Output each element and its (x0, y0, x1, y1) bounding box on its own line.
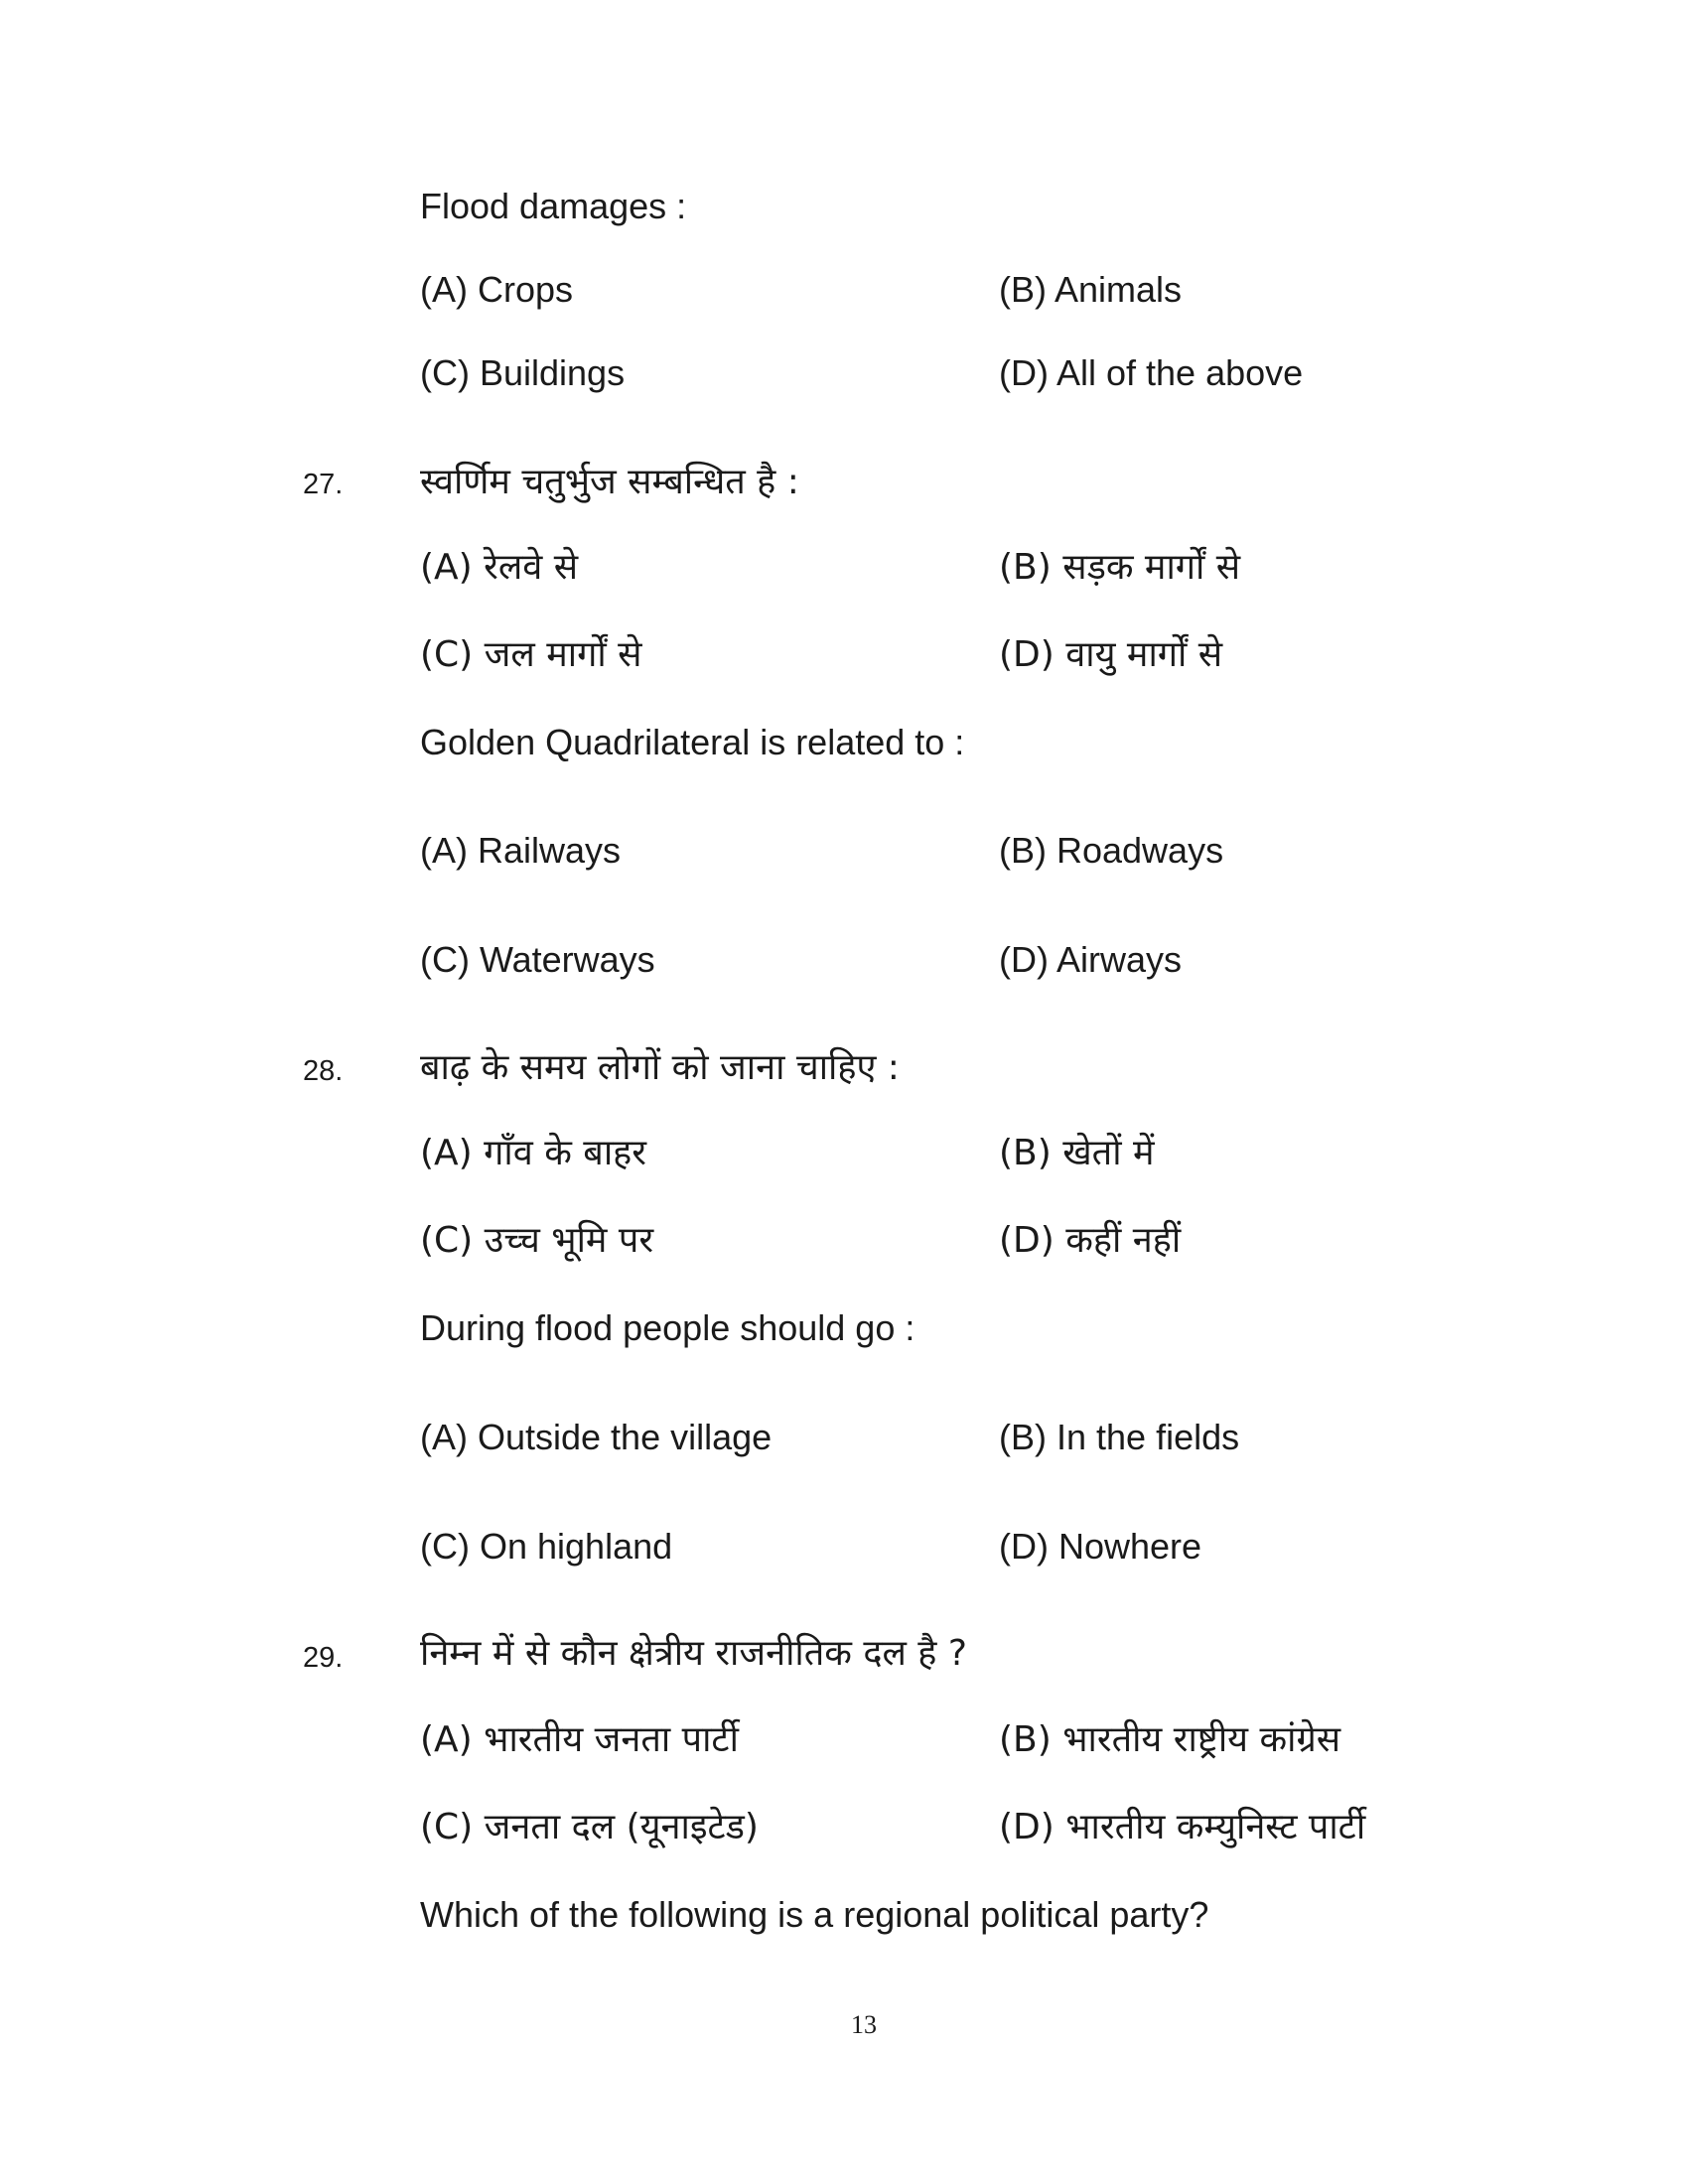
q28-question-en: During flood people should go : (420, 1307, 915, 1348)
q27-option-c-hi: (C) जल मार्गों से (420, 634, 642, 675)
q26-question-en: Flood damages : (420, 186, 687, 226)
q28-option-c-en: (C) On highland (420, 1526, 673, 1567)
q28-option-a-hi: (A) गाँव के बाहर (420, 1133, 647, 1173)
q27-option-b-en: (B) Roadways (999, 830, 1224, 871)
q28-option-d-hi: (D) कहीं नहीं (999, 1220, 1182, 1261)
q27-question-en: Golden Quadrilateral is related to : (420, 722, 965, 762)
q29-option-d-hi: (D) भारतीय कम्युनिस्ट पार्टी (999, 1807, 1366, 1847)
q26-option-c-en: (C) Buildings (420, 352, 626, 393)
q29-option-a-hi: (A) भारतीय जनता पार्टी (420, 1719, 739, 1760)
q26-option-d-en: (D) All of the above (999, 352, 1304, 393)
q26-option-b-en: (B) Animals (999, 269, 1183, 310)
q28-option-d-en: (D) Nowhere (999, 1526, 1202, 1567)
q29-number: 29. (303, 1642, 344, 1674)
q28-option-a-en: (A) Outside the village (420, 1417, 773, 1457)
page-number: 13 (851, 2010, 877, 2039)
q26-option-a-en: (A) Crops (420, 269, 574, 310)
q27-option-c-en: (C) Waterways (420, 939, 655, 980)
q29-option-b-hi: (B) भारतीय राष्ट्रीय कांग्रेस (999, 1719, 1341, 1760)
q27-option-a-hi: (A) रेलवे से (420, 547, 579, 588)
q29-question-en: Which of the following is a regional political party? (420, 1894, 1209, 1935)
q28-option-b-en: (B) In the fields (999, 1417, 1240, 1457)
q28-option-c-hi: (C) उच्च भूमि पर (420, 1220, 654, 1261)
q29-question-hi: निम्न में से कौन क्षेत्रीय राजनीतिक दल है ? (420, 1633, 967, 1674)
q27-option-d-en: (D) Airways (999, 939, 1183, 980)
q27-option-d-hi: (D) वायु मार्गों से (999, 634, 1223, 675)
q27-option-b-hi: (B) सड़क मार्गों से (999, 547, 1241, 588)
q29-option-c-hi: (C) जनता दल (यूनाइटेड) (420, 1807, 759, 1847)
q27-question-hi: स्वर्णिम चतुर्भुज सम्बन्धित है : (420, 462, 799, 502)
q28-option-b-hi: (B) खेतों में (999, 1133, 1155, 1173)
q28-question-hi: बाढ़ के समय लोगों को जाना चाहिए : (420, 1047, 900, 1088)
q27-option-a-en: (A) Railways (420, 830, 622, 871)
q27-number: 27. (303, 469, 344, 500)
q28-number: 28. (303, 1055, 344, 1087)
